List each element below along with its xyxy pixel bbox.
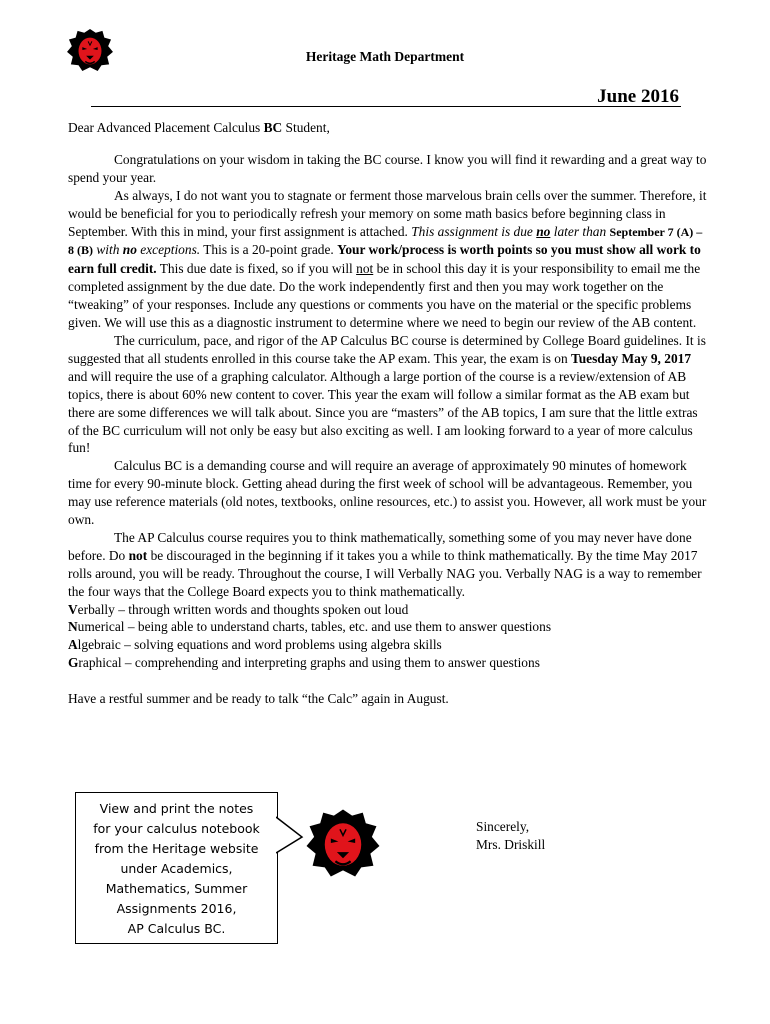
list-item-algebraic: Algebraic – solving equations and word problems using algebra skills <box>68 637 442 653</box>
callout-pointer <box>276 815 304 855</box>
letter-date: June 2016 <box>91 88 681 107</box>
callout-line: View and print the notes <box>99 801 254 816</box>
letter-body <box>68 119 708 708</box>
paragraph-think-mathematically: The AP Calculus course requires you to think mathematically, something some of you may never have done before. Do not be discouraged in the beginning if it takes you a while to think mathematically. By the time May 2017 rolls around, you will be ready. Throughout the course, I will Verbally NAG you. Verbally NAG is a way to remember the four ways that the College Board expects you to think mathematically. <box>68 529 702 599</box>
salutation: Dear Advanced Placement Calculus BC Student, <box>68 120 330 135</box>
paragraph-curriculum: The curriculum, pace, and rigor of the AP Calculus BC course is determined by College Board guidelines. It is suggested that all students enrolled in this course take the AP exam. This year, the exam is on Tuesday May 9, 2017 and will require the use of a graphing calculator. Although a large portion of the course is a review/extension of AB topics, there is about 60% new content to cover. This year the exam will follow a similar format as the AB exam but there are some differences we will talk about. Since you are “masters” of the AB topics, I am sure that the little extras of the BC curriculum will not only be easy but also exciting as well. I am looking forward to a year of more calculus fun! <box>68 332 706 456</box>
closing-sentence: Have a restful summer and be ready to talk “the Calc” again in August. <box>68 691 449 707</box>
callout-line: from the Heritage website <box>94 841 259 856</box>
signature-block <box>476 818 545 854</box>
list-item-graphical: Graphical – comprehending and interpreting graphs and using them to answer questions <box>68 655 540 671</box>
list-item-verbally: Verbally – through written words and thoughts spoken out loud <box>68 601 409 617</box>
callout-line: under Academics, <box>120 861 233 876</box>
paragraph-homework: Calculus BC is a demanding course and will require an average of approximately 90 minutes of homework time for every 90-minute block. Getting ahead during the first week of school will be advantageous. Remember, you may use reference materials (old notes, textbooks, online resources, etc.) to assist you. However, all work must be your own. <box>68 458 707 528</box>
callout-line: Mathematics, Summer <box>105 881 248 896</box>
signer-name: Mrs. Driskill <box>476 837 546 852</box>
callout-line: AP Calculus BC. <box>127 921 226 936</box>
lion-mascot-icon <box>305 808 381 878</box>
paragraph-congratulations: Congratulations on your wisdom in taking the BC course. I know you will find it rewarding and a great way to spend your year. <box>68 151 707 185</box>
sign-off-text: Sincerely, <box>476 819 530 834</box>
paragraph-assignment: As always, I do not want you to stagnate or ferment those marvelous brain cells over the summer. Therefore, it would be beneficial for you to periodically refresh your memory on some math basics before beginning class in September. With this in mind, your first assignment is attached. This assignment is due no later than September 7 (A) – 8 (B) with no exceptions. This is a 20-point grade. Your work/process is worth points so you must show all work to earn full credit. This due date is fixed, so if you will not be in school this day it is your responsibility to email me the completed assignment by the due date. Do the work independently first and then you may work together on the “tweaking” of your responses. Include any questions or comments you have on the material or the specific problems given. We will use this as a diagnostic instrument to determine where we need to begin our review of the AB content. <box>68 187 707 331</box>
list-item-numerical: Numerical – being able to understand charts, tables, etc. and use them to answer questions <box>68 619 552 635</box>
callout-line: for your calculus notebook <box>93 821 260 836</box>
website-callout-box <box>75 792 278 944</box>
department-heading: Heritage Math Department <box>305 49 465 64</box>
callout-line: Assignments 2016, <box>116 901 237 916</box>
